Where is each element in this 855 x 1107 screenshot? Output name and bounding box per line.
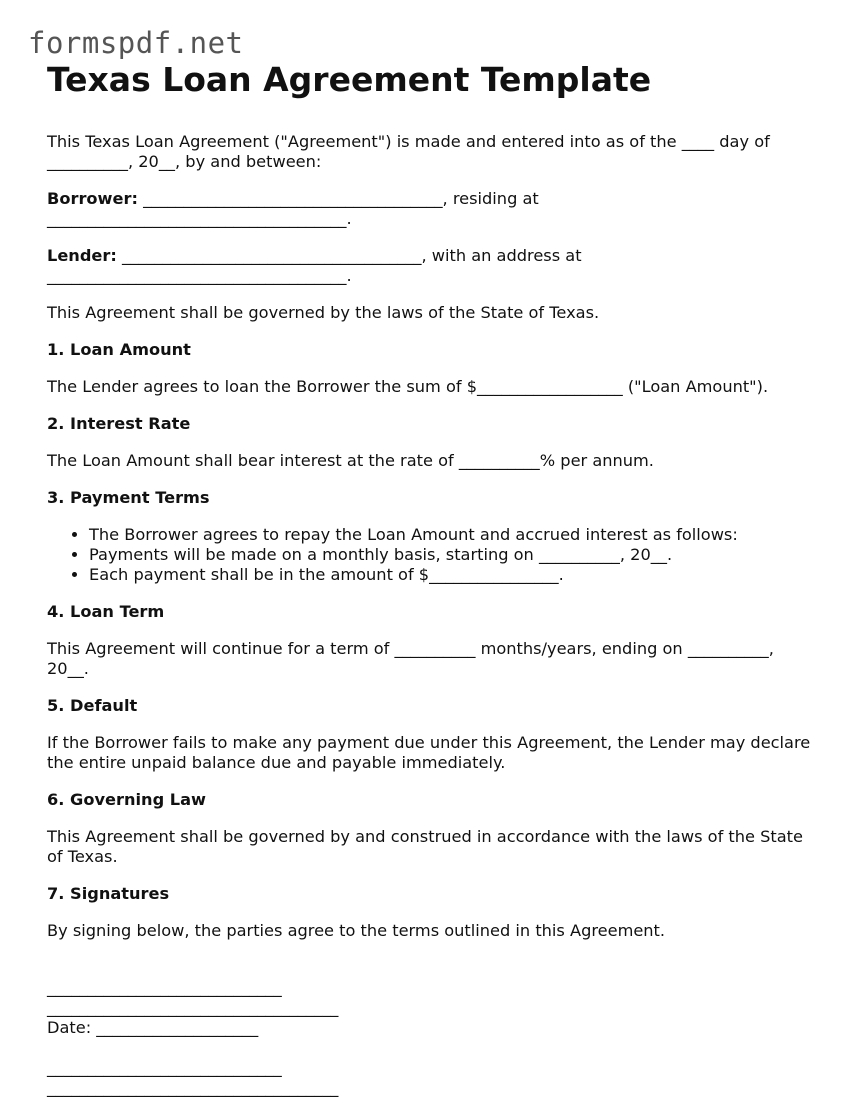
section-loan-amount-heading: 1. Loan Amount xyxy=(47,340,191,359)
signature-line-3: _____________________________ xyxy=(47,1058,282,1077)
section-interest-rate-body: The Loan Amount shall bear interest at the rate of __________% per annum. xyxy=(47,451,654,470)
section-signatures-body: By signing below, the parties agree to the terms outlined in this Agreement. xyxy=(47,921,666,940)
section-default-body: If the Borrower fails to make any payment due under this Agreement, the Lender may declare the entire unpaid balance due and payable immediately. xyxy=(47,733,811,772)
payment-terms-list xyxy=(47,525,817,585)
borrower-label: Borrower: xyxy=(47,189,138,208)
document-page xyxy=(47,56,817,1098)
section-loan-term-body: This Agreement will continue for a term of __________ months/years, ending on __________, 20__. xyxy=(47,639,774,678)
borrower-paragraph xyxy=(47,189,817,229)
list-item: • The Borrower agrees to repay the Loan Amount and accrued interest as follows: xyxy=(89,525,817,545)
section-signatures-heading: 7. Signatures xyxy=(47,884,170,903)
signature-date: Date: ____________________ xyxy=(47,1018,259,1037)
lender-paragraph xyxy=(47,246,817,286)
lender-label: Lender: xyxy=(47,246,117,265)
list-item: • Each payment shall be in the amount of $________________. xyxy=(89,565,817,585)
list-item: • Payments will be made on a monthly basis, starting on __________, 20__. xyxy=(89,545,817,565)
lender-text: _____________________________________, with an address at _____________________________________. xyxy=(47,246,582,285)
section-payment-terms-heading: 3. Payment Terms xyxy=(47,488,210,507)
signature-line-1: _____________________________ xyxy=(47,978,282,997)
section-interest-rate-heading: 2. Interest Rate xyxy=(47,414,191,433)
section-loan-term-heading: 4. Loan Term xyxy=(47,602,165,621)
section-default-heading: 5. Default xyxy=(47,696,138,715)
signature-line-4: ____________________________________ xyxy=(47,1078,339,1097)
intro-paragraph: This Texas Loan Agreement ("Agreement") is made and entered into as of the ____ day of __________, 20__, by and between: xyxy=(47,132,770,171)
governed-intro: This Agreement shall be governed by the laws of the State of Texas. xyxy=(47,303,600,322)
section-loan-amount-body: The Lender agrees to loan the Borrower the sum of $__________________ ("Loan Amount"). xyxy=(47,377,769,396)
document-title: Texas Loan Agreement Template xyxy=(47,60,652,99)
section-governing-law-heading: 6. Governing Law xyxy=(47,790,206,809)
watermark: formspdf.net xyxy=(28,26,244,60)
borrower-text: _____________________________________, residing at _____________________________________. xyxy=(47,189,539,228)
section-governing-law-body: This Agreement shall be governed by and construed in accordance with the laws of the State of Texas. xyxy=(47,827,803,866)
signature-line-2: ____________________________________ xyxy=(47,998,339,1017)
